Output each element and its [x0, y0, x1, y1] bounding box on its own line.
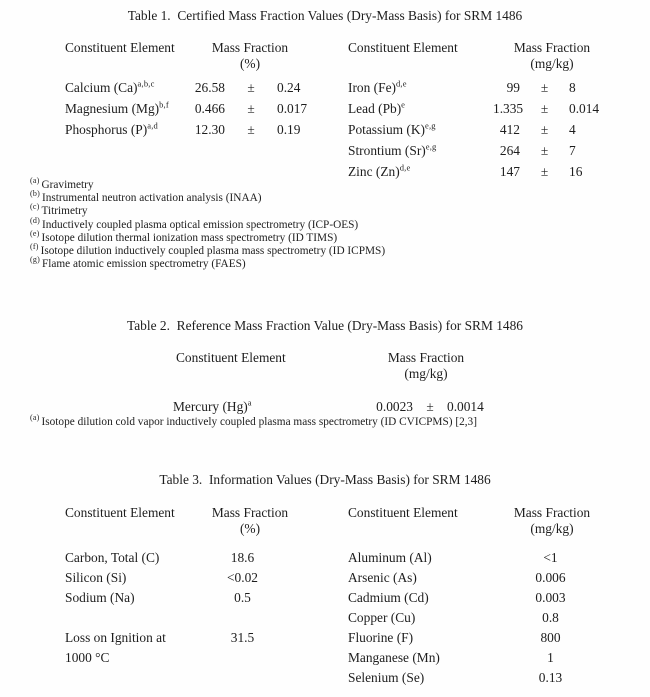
table-row — [0, 668, 650, 688]
element-label: Zinc (Zn) — [348, 164, 400, 179]
element-label: Magnesium (Mg) — [65, 101, 160, 116]
mass-fraction-label: Mass Fraction — [387, 350, 465, 365]
mass-fraction-value: 0.8 — [542, 610, 559, 625]
uncertainty-value: 4 — [569, 122, 576, 137]
element-name — [348, 119, 493, 140]
element-name — [348, 77, 493, 98]
table1-footnotes — [30, 176, 640, 271]
mass-fraction-value: 147 — [499, 164, 520, 179]
table1-header-mass-fraction-right — [478, 40, 626, 72]
mass-fraction-value: 0.006 — [535, 570, 566, 585]
uncertainty-value: 0.24 — [277, 80, 301, 95]
element-name — [173, 396, 340, 417]
table-row — [0, 588, 650, 608]
mass-fraction-label: Mass Fraction — [513, 505, 591, 520]
mass-fraction-value: 18.6 — [230, 550, 255, 565]
element-name: Carbon, Total (C) — [65, 550, 160, 565]
footnote-marker: (f) — [30, 242, 39, 252]
footnote-marker: (c) — [30, 202, 40, 212]
uncertainty-value: 0.014 — [569, 101, 600, 116]
mass-fraction-label: Mass Fraction — [513, 40, 591, 55]
plus-minus: ± — [540, 122, 549, 137]
element-footnote-marks: a,b,c — [137, 78, 155, 89]
table3-header-constituent-right: Constituent Element — [348, 505, 458, 520]
element-name — [65, 119, 185, 140]
plus-minus: ± — [540, 80, 549, 95]
mass-fraction-value: 0.5 — [234, 590, 251, 605]
plus-minus: ± — [540, 164, 549, 179]
mass-fraction-value: 0.466 — [194, 101, 225, 116]
element-label: Iron (Fe) — [348, 80, 396, 95]
table-row — [0, 608, 650, 628]
footnote-text: Flame atomic emission spectrometry (FAES) — [41, 258, 246, 271]
mass-fraction-value: 0.0023 — [376, 399, 413, 414]
footnote — [30, 255, 640, 271]
element-name: Arsenic (As) — [348, 570, 417, 585]
element-name — [65, 77, 185, 98]
footnote-marker: (a) — [30, 413, 40, 423]
mass-fraction-value: 0.003 — [535, 590, 566, 605]
table2-header-constituent: Constituent Element — [176, 350, 286, 365]
element-footnote-marks: e — [401, 99, 406, 110]
plus-minus: ± — [247, 122, 255, 137]
table2-header-mass-fraction — [339, 350, 513, 382]
element-footnote-marks: e,g — [425, 120, 436, 131]
plus-minus: ± — [247, 80, 255, 95]
plus-minus: ± — [247, 101, 255, 116]
table-row — [0, 396, 650, 417]
mass-fraction-label: Mass Fraction — [211, 505, 289, 520]
mass-fraction-value: 31.5 — [230, 630, 255, 645]
element-name: Loss on Ignition at — [65, 630, 166, 645]
footnote — [30, 202, 640, 218]
table1-header-constituent-left: Constituent Element — [65, 40, 175, 55]
mass-fraction-value: 1 — [547, 650, 554, 665]
element-footnote-marks: d,e — [395, 78, 407, 89]
table2-title: Table 2. Reference Mass Fraction Value (Dry-Mass Basis) for SRM 1486 — [127, 318, 523, 333]
element-name — [65, 98, 185, 119]
percent-unit-label: (%) — [239, 56, 261, 71]
footnote-text: Instrumental neutron activation analysis (INAA) — [41, 192, 262, 205]
table-row — [0, 628, 650, 648]
mass-fraction-value: 99 — [506, 80, 520, 95]
element-name: Aluminum (Al) — [348, 550, 432, 565]
element-label: Mercury (Hg) — [173, 399, 248, 414]
uncertainty-value: 0.19 — [277, 122, 301, 137]
table1-section — [0, 0, 650, 318]
element-label: Potassium (K) — [348, 122, 425, 137]
footnote — [30, 242, 640, 258]
uncertainty-value: 8 — [569, 80, 576, 95]
mgkg-unit-label: (mg/kg) — [530, 56, 574, 71]
table-row — [0, 548, 650, 568]
footnote-text: Isotope dilution thermal ionization mass spectrometry (ID TIMS) — [41, 231, 338, 244]
element-name: Fluorine (F) — [348, 630, 414, 645]
uncertainty-value: 16 — [569, 164, 583, 179]
table-row — [0, 648, 650, 668]
footnote-text: Isotope dilution cold vapor inductively coupled plasma mass spectrometry (ID CVICPMS) [2,3] — [41, 416, 477, 428]
footnote — [30, 215, 640, 232]
table-row — [0, 140, 650, 161]
table1-header-constituent-right: Constituent Element — [348, 40, 458, 55]
footnote-text: Isotope dilution inductively coupled plasma mass spectrometry (ID ICPMS) — [40, 245, 386, 258]
mass-fraction-value: <0.02 — [227, 570, 258, 585]
element-label: Strontium (Sr) — [348, 143, 426, 158]
mass-fraction-value: 412 — [499, 122, 520, 137]
mass-fraction-value: 0.13 — [538, 670, 563, 685]
plus-minus: ± — [540, 101, 549, 116]
table1-rows — [0, 77, 650, 182]
element-label: Phosphorus (P) — [65, 122, 148, 137]
element-footnote-marks: a,d — [147, 120, 158, 131]
footnote-text: Titrimetry — [41, 205, 88, 218]
element-name: Manganese (Mn) — [348, 650, 440, 665]
footnote — [30, 413, 640, 429]
footnote-marker: (a) — [30, 176, 40, 186]
mass-fraction-label: Mass Fraction — [211, 40, 289, 55]
footnote-marker: (b) — [30, 189, 40, 199]
uncertainty-value: 0.017 — [277, 101, 308, 116]
element-footnote-marks: a — [247, 397, 252, 408]
element-name: 1000 °C — [65, 650, 110, 665]
footnote — [30, 189, 640, 205]
uncertainty-value: 7 — [569, 143, 576, 158]
table1-title: Table 1. Certified Mass Fraction Values (Dry-Mass Basis) for SRM 1486 — [127, 8, 523, 23]
element-name: Cadmium (Cd) — [348, 590, 429, 605]
element-name: Sodium (Na) — [65, 590, 135, 605]
element-footnote-marks: d,e — [399, 162, 411, 173]
element-footnote-marks: b,f — [159, 99, 169, 110]
table1-header-mass-fraction-left — [180, 40, 320, 72]
table2-section — [0, 318, 650, 472]
mass-fraction-value: <1 — [543, 550, 558, 565]
mass-fraction-value: 12.30 — [194, 122, 225, 137]
table2-footnotes — [30, 413, 640, 429]
plus-minus: ± — [540, 143, 549, 158]
mgkg-unit-label: (mg/kg) — [404, 366, 448, 381]
table3-title: Table 3. Information Values (Dry-Mass Basis) for SRM 1486 — [159, 472, 491, 487]
table-row — [0, 77, 650, 98]
table3-rows — [0, 548, 650, 688]
table-row — [0, 568, 650, 588]
mass-fraction-value: 800 — [540, 630, 561, 645]
footnote-marker: (g) — [30, 255, 40, 265]
footnote-text: Gravimetry — [41, 179, 94, 191]
percent-unit-label: (%) — [239, 521, 261, 536]
element-label: Calcium (Ca) — [65, 80, 138, 95]
table2-rows — [0, 396, 650, 417]
table-row — [0, 119, 650, 140]
mass-fraction-value: 1.335 — [493, 101, 524, 116]
footnote-text: Inductively coupled plasma optical emission spectrometry (ICP-OES) — [41, 218, 359, 231]
mass-fraction-value: 26.58 — [194, 80, 225, 95]
uncertainty-value: 0.0014 — [447, 399, 484, 414]
table-row — [0, 98, 650, 119]
footnote — [30, 176, 640, 192]
footnote — [30, 229, 640, 245]
table3-section — [0, 472, 650, 697]
element-name — [348, 98, 493, 119]
plus-minus: ± — [426, 399, 434, 414]
element-name: Copper (Cu) — [348, 610, 416, 625]
element-name: Selenium (Se) — [348, 670, 425, 685]
mgkg-unit-label: (mg/kg) — [530, 521, 574, 536]
element-footnote-marks: e,g — [425, 141, 437, 152]
footnote-marker: (e) — [30, 229, 40, 239]
table3-header-constituent-left: Constituent Element — [65, 505, 175, 520]
table3-header-mass-fraction-right — [478, 505, 626, 537]
element-name: Silicon (Si) — [65, 570, 127, 585]
element-label: Lead (Pb) — [348, 101, 402, 116]
table3-header-mass-fraction-left — [180, 505, 320, 537]
mass-fraction-value: 264 — [499, 143, 520, 158]
footnote-marker: (d) — [30, 215, 40, 225]
element-name — [348, 140, 493, 161]
